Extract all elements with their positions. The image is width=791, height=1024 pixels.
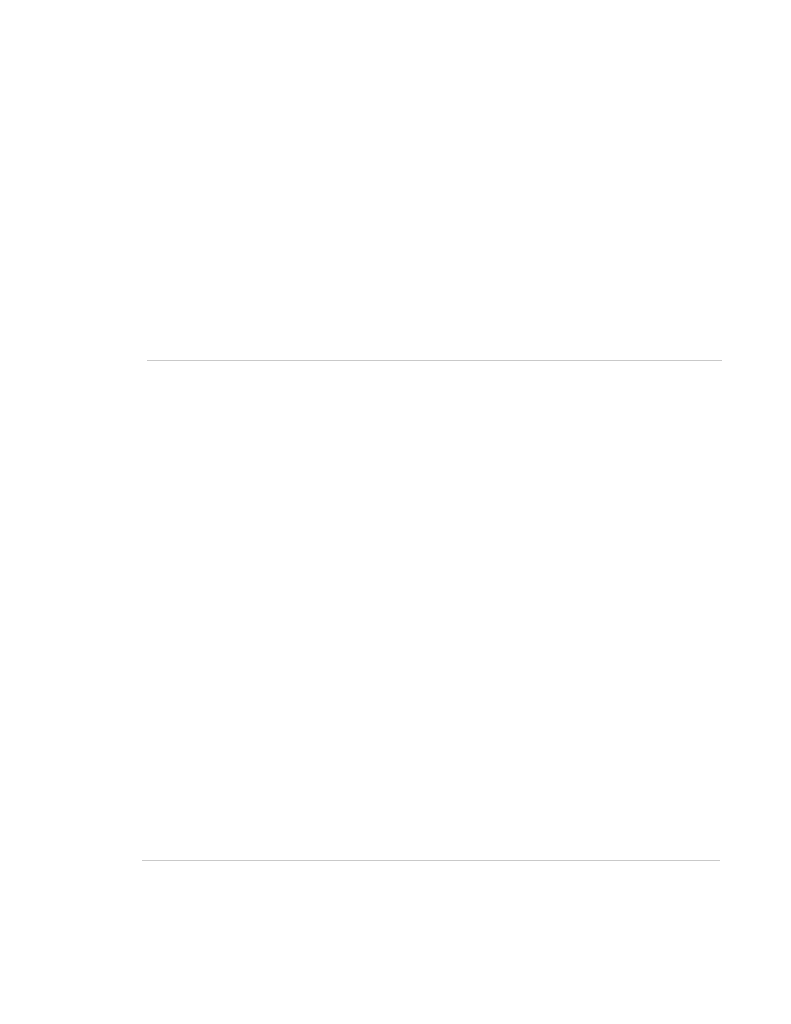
deaths-swatch-icon (293, 900, 301, 908)
province-dividers (150, 362, 718, 440)
active-swatch-icon (155, 900, 163, 908)
legend-item-recovered (224, 900, 237, 908)
legend (155, 900, 306, 908)
bottom-chart-groups (150, 575, 715, 860)
province-totals-row (150, 440, 718, 506)
x-axis-line (142, 860, 720, 861)
province-status-chart (150, 575, 715, 895)
new-cases-chart (105, 108, 721, 438)
x-axis-line (147, 360, 722, 361)
legend-item-active (155, 900, 168, 908)
top-chart-bars (150, 116, 718, 360)
legend-item-deaths (293, 900, 306, 908)
recovered-swatch-icon (224, 900, 232, 908)
